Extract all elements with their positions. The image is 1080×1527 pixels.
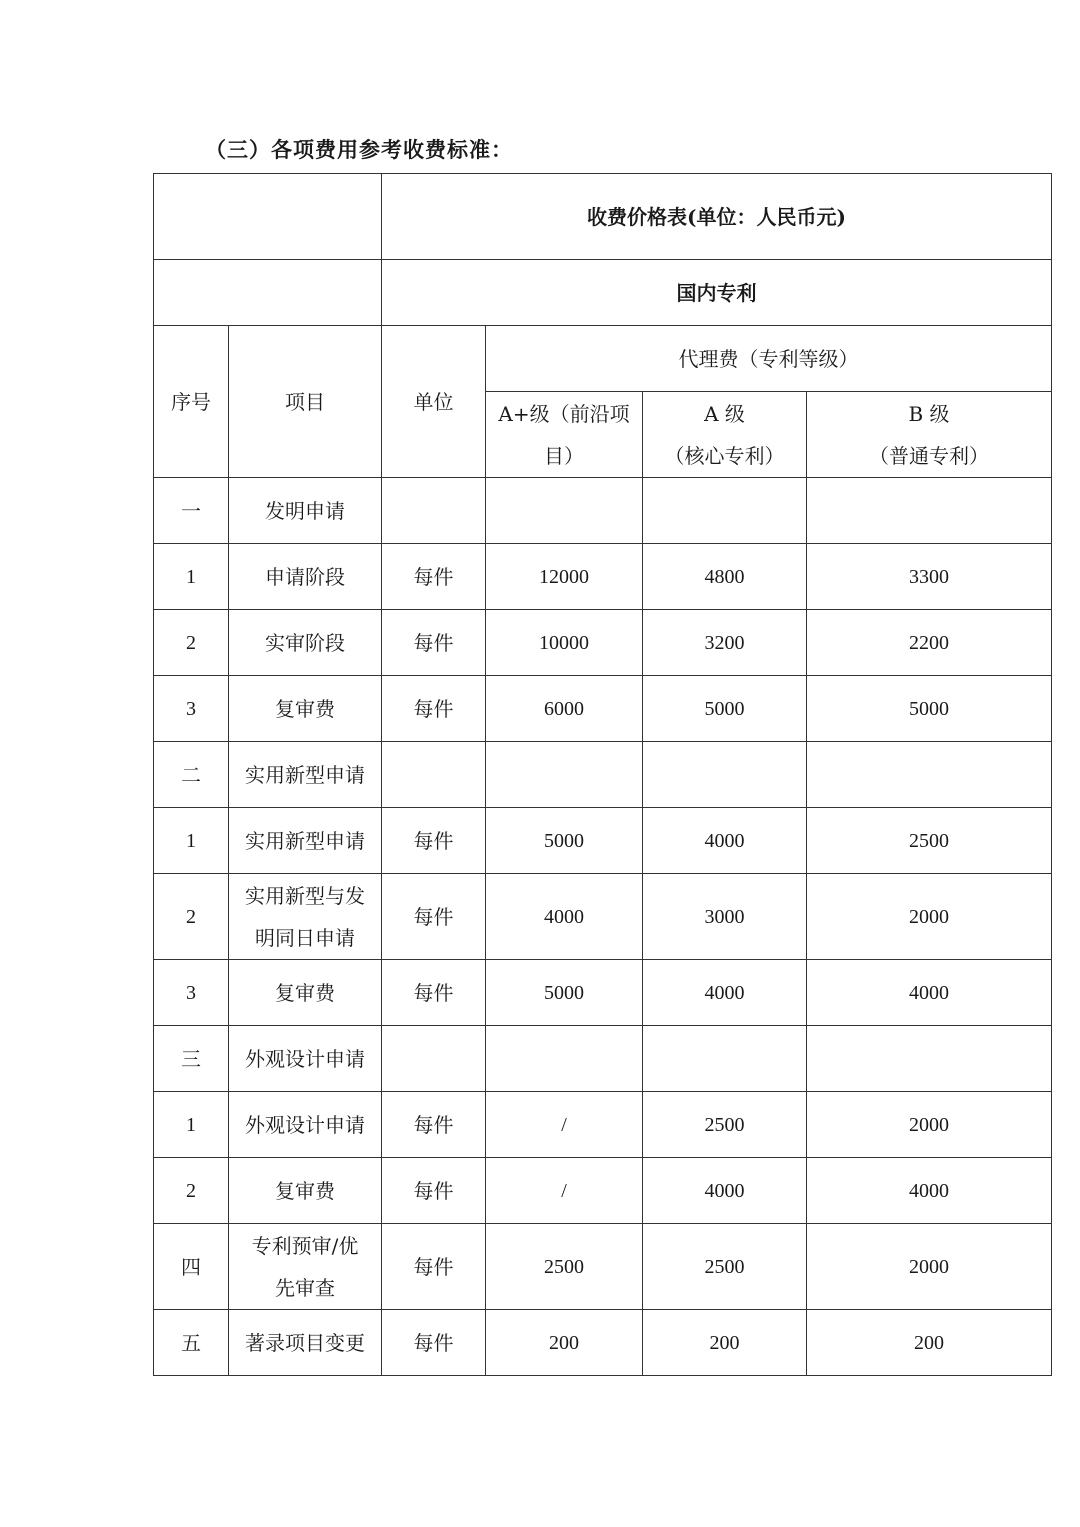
cell-a: 4000: [643, 960, 807, 1026]
cell-unit: 每件: [382, 808, 486, 874]
cell-unit: 每件: [382, 676, 486, 742]
cell-seq: 五: [154, 1310, 229, 1376]
table-row: [154, 742, 1052, 808]
cell-seq: 一: [154, 478, 229, 544]
cell-item-line1: 专利预审/优: [251, 1233, 359, 1258]
cell-a: [643, 1026, 807, 1092]
cell-seq: 三: [154, 1026, 229, 1092]
cell-a: [643, 478, 807, 544]
cell-item: 外观设计申请: [229, 1092, 382, 1158]
cell-b: 4000: [807, 1158, 1052, 1224]
cell-a: 3000: [643, 874, 807, 960]
table-row: [154, 478, 1052, 544]
cell-a-plus: 200: [486, 1310, 643, 1376]
cell-a-plus: 5000: [486, 808, 643, 874]
cell-seq: 1: [154, 544, 229, 610]
table-row: [154, 1158, 1052, 1224]
cell-unit: 每件: [382, 1310, 486, 1376]
cell-a: [643, 742, 807, 808]
table-row: [154, 808, 1052, 874]
cell-item: 发明申请: [229, 478, 382, 544]
section-heading: （三）各项费用参考收费标准：: [205, 137, 513, 162]
header-grade-b-line1: B 级: [908, 401, 950, 426]
table-row: [154, 544, 1052, 610]
header-item: 项目: [229, 326, 382, 478]
cell-b: 5000: [807, 676, 1052, 742]
cell-item: 著录项目变更: [229, 1310, 382, 1376]
cell-unit: 每件: [382, 610, 486, 676]
cell-a-plus: 4000: [486, 874, 643, 960]
cell-unit: 每件: [382, 544, 486, 610]
empty-cell: [154, 174, 382, 260]
header-grade-a: [643, 392, 807, 478]
cell-item: 复审费: [229, 960, 382, 1026]
header-grade-b: [807, 392, 1052, 478]
cell-b: [807, 1026, 1052, 1092]
cell-item: 外观设计申请: [229, 1026, 382, 1092]
cell-item-line2: 先审查: [275, 1275, 335, 1300]
cell-item: 实用新型申请: [229, 808, 382, 874]
cell-a-plus: [486, 478, 643, 544]
cell-b: 3300: [807, 544, 1052, 610]
cell-seq: 3: [154, 960, 229, 1026]
cell-seq: 2: [154, 610, 229, 676]
cell-item: 复审费: [229, 676, 382, 742]
cell-b: 200: [807, 1310, 1052, 1376]
cell-seq: 四: [154, 1224, 229, 1310]
cell-a-plus: /: [486, 1092, 643, 1158]
header-grade-a-plus-line1: A+级（前沿项: [498, 401, 630, 426]
cell-item: 复审费: [229, 1158, 382, 1224]
cell-item: [229, 1224, 382, 1310]
header-grade-b-line2: （普通专利）: [869, 443, 989, 468]
cell-a: 2500: [643, 1224, 807, 1310]
header-unit: 单位: [382, 326, 486, 478]
table-row: [154, 874, 1052, 960]
cell-a-plus: 6000: [486, 676, 643, 742]
cell-a-plus: 12000: [486, 544, 643, 610]
cell-b: [807, 742, 1052, 808]
cell-seq: 2: [154, 874, 229, 960]
cell-seq: 3: [154, 676, 229, 742]
cell-b: 2000: [807, 1224, 1052, 1310]
cell-item: [229, 874, 382, 960]
cell-a: 200: [643, 1310, 807, 1376]
header-grade-a-line1: A 级: [704, 401, 745, 426]
header-grade-a-plus-line2: 目）: [544, 443, 584, 468]
cell-a-plus: [486, 1026, 643, 1092]
table-caption-row: [154, 174, 1052, 260]
cell-a: 4000: [643, 808, 807, 874]
cell-a-plus: 2500: [486, 1224, 643, 1310]
empty-cell: [154, 260, 382, 326]
cell-unit: [382, 1026, 486, 1092]
cell-b: 2200: [807, 610, 1052, 676]
cell-seq: 1: [154, 808, 229, 874]
table-row: [154, 1092, 1052, 1158]
cell-unit: [382, 478, 486, 544]
table-row: [154, 1224, 1052, 1310]
cell-item: 实审阶段: [229, 610, 382, 676]
cell-seq: 1: [154, 1092, 229, 1158]
cell-b: 2000: [807, 874, 1052, 960]
table-subcaption-row: [154, 260, 1052, 326]
table-row: [154, 1026, 1052, 1092]
cell-a: 5000: [643, 676, 807, 742]
cell-unit: 每件: [382, 1092, 486, 1158]
cell-a-plus: 5000: [486, 960, 643, 1026]
cell-a-plus: /: [486, 1158, 643, 1224]
cell-b: 2000: [807, 1092, 1052, 1158]
cell-unit: 每件: [382, 960, 486, 1026]
header-seq: 序号: [154, 326, 229, 478]
table-row: [154, 676, 1052, 742]
cell-seq: 2: [154, 1158, 229, 1224]
cell-unit: [382, 742, 486, 808]
header-grade-a-plus: [486, 392, 643, 478]
cell-b: 4000: [807, 960, 1052, 1026]
cell-item-line1: 实用新型与发: [245, 883, 365, 908]
table-row: [154, 1310, 1052, 1376]
cell-a: 3200: [643, 610, 807, 676]
table-row: [154, 610, 1052, 676]
cell-a-plus: 10000: [486, 610, 643, 676]
cell-a: 2500: [643, 1092, 807, 1158]
cell-b: [807, 478, 1052, 544]
header-row: [154, 326, 1052, 392]
cell-item: 实用新型申请: [229, 742, 382, 808]
header-grade-a-line2: （核心专利）: [664, 443, 785, 468]
cell-unit: 每件: [382, 1224, 486, 1310]
table-row: [154, 960, 1052, 1026]
cell-b: 2500: [807, 808, 1052, 874]
cell-a-plus: [486, 742, 643, 808]
cell-item-line2: 明同日申请: [255, 925, 355, 950]
cell-unit: 每件: [382, 1158, 486, 1224]
table-caption: 收费价格表(单位：人民币元): [382, 174, 1052, 260]
cell-seq: 二: [154, 742, 229, 808]
cell-a: 4800: [643, 544, 807, 610]
header-agency-fee: 代理费（专利等级）: [486, 326, 1052, 392]
cell-a: 4000: [643, 1158, 807, 1224]
fee-table: [153, 173, 1052, 1376]
table-subcaption: 国内专利: [382, 260, 1052, 326]
cell-unit: 每件: [382, 874, 486, 960]
cell-item: 申请阶段: [229, 544, 382, 610]
